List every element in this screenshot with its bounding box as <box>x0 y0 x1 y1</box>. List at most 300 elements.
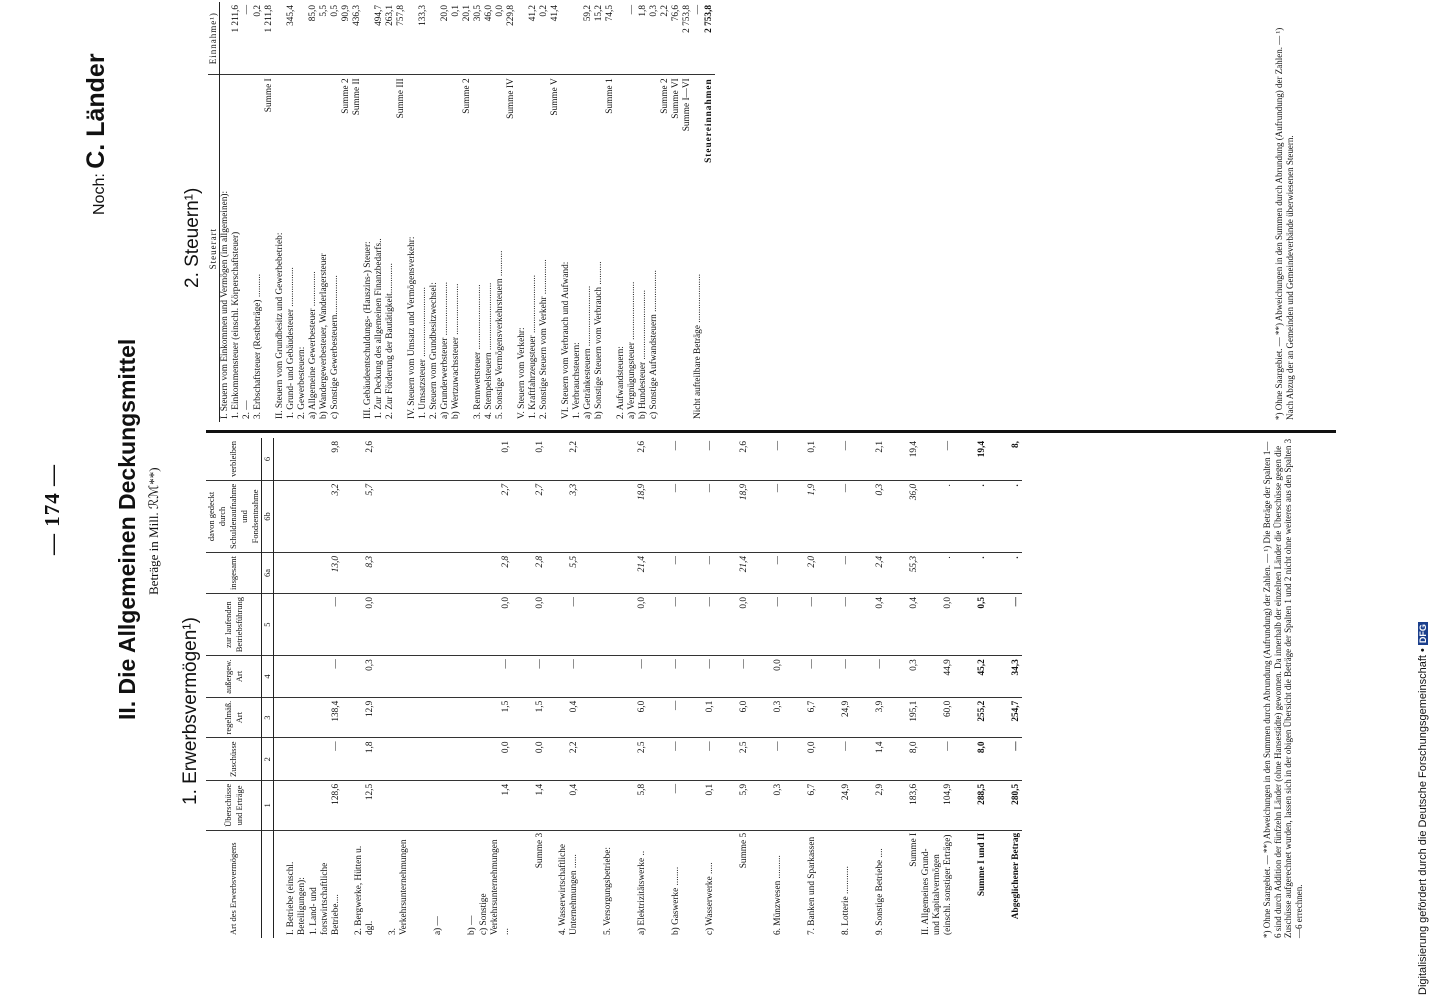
cell-col-3: — <box>682 656 716 697</box>
table-row <box>750 438 784 938</box>
cell-col-3: 45,2 <box>954 656 988 697</box>
row-label: b) Wandergewerbesteuer, Wanderlagersteuer <box>319 253 329 419</box>
cell-col-7: — <box>920 438 954 480</box>
cell-col-7: 2,6 <box>342 438 376 480</box>
cell-col-2 <box>274 697 309 738</box>
cell-col-6: 18,9 <box>614 480 648 552</box>
section2-footnote: *) Ohne Saargebiet. — **) Abweichungen in den Summen durch Abrundung (Aufrundung) der Zahlen. — ¹) Nach Abzug der an Gemeinden und Gemeindeverbände überwiesenen Steuern. <box>1274 27 1295 420</box>
continued-prefix: Noch: <box>91 173 108 215</box>
cell-col-4: — <box>648 594 682 656</box>
page-number: — 174 — <box>40 464 64 555</box>
table-row <box>264 2 275 422</box>
num-5: 5 <box>262 594 274 656</box>
cell-col-4: — <box>682 594 716 656</box>
row-label: 2. Gewerbesteuern: <box>297 346 307 419</box>
table-row <box>580 438 614 938</box>
row-value <box>616 2 627 75</box>
row-label: 3. Erbschaftsteuer (Restbeträge) .......... <box>253 273 263 419</box>
table-row <box>886 438 920 938</box>
row-value: 0,2 <box>253 2 264 75</box>
cell-col-5: . <box>954 553 988 594</box>
cell-col-4: 0,5 <box>954 594 988 656</box>
cell-col-1: — <box>920 738 954 780</box>
table-row <box>308 2 319 422</box>
cell-col-5: 2,8 <box>512 553 546 594</box>
cell-col-5 <box>376 553 410 594</box>
row-value: 90,9 <box>341 2 352 75</box>
cell-col-7 <box>580 438 614 480</box>
cell-col-4 <box>580 594 614 656</box>
cell-col-7: — <box>682 438 716 480</box>
cell-col-2: 195,1 <box>886 697 920 738</box>
cell-col-3 <box>376 656 410 697</box>
cell-col-2: 6,0 <box>614 697 648 738</box>
num-6a: 6a <box>262 553 274 594</box>
row-value: 20,1 <box>462 2 473 75</box>
row-value <box>429 2 440 75</box>
cell-col-7: — <box>750 438 784 480</box>
table-row <box>517 2 528 422</box>
cell-col-7 <box>376 438 410 480</box>
cell-col-0: 5,8 <box>614 780 648 830</box>
row-label: 1. Zur Deckung des allgemeinen Finanzbedarfs.. <box>374 238 384 419</box>
cell-col-2 <box>410 697 444 738</box>
table-row <box>605 2 616 422</box>
table-row <box>410 438 444 938</box>
cell-col-2: 138,4 <box>308 697 342 738</box>
table-row <box>528 2 539 422</box>
cell-col-0 <box>274 780 309 830</box>
cell-col-2 <box>580 697 614 738</box>
row-label: 8. Lotterie ............ <box>841 866 851 935</box>
table-row <box>418 2 429 422</box>
table-row <box>682 438 716 938</box>
cell-col-3: — <box>648 656 682 697</box>
cell-col-6 <box>410 480 444 552</box>
table-row <box>716 438 750 938</box>
cell-col-5: . <box>988 553 1022 594</box>
row-value <box>363 2 374 75</box>
row-label: Summe II <box>352 78 362 116</box>
table-row <box>627 2 638 422</box>
dfg-credit <box>1417 622 1429 995</box>
erwerbsvermoegen-table <box>206 438 1022 938</box>
cell-col-4 <box>410 594 444 656</box>
cell-col-1: — <box>988 738 1022 780</box>
cell-col-1: — <box>308 738 342 780</box>
num-2: 2 <box>262 738 274 780</box>
num-6: 6 <box>262 438 274 480</box>
table-row <box>649 2 660 422</box>
cell-col-3: — <box>546 656 580 697</box>
section2-title: 2. Steuern¹) <box>182 187 203 288</box>
cell-col-7: 2,1 <box>852 438 886 480</box>
row-label: 6. Münzwesen .......... <box>773 855 783 935</box>
cell-col-7: 9,8 <box>308 438 342 480</box>
cell-col-2 <box>444 697 478 738</box>
cell-col-3: 0,3 <box>886 656 920 697</box>
row-value: 41,4 <box>550 2 561 75</box>
row-value: — <box>627 2 638 75</box>
cell-col-3: — <box>716 656 750 697</box>
row-label: 2. Steuern vom Grundbesitzwechsel: <box>429 282 439 419</box>
cell-col-1: 2,2 <box>546 738 580 780</box>
row-value <box>220 2 232 75</box>
row-value: 2 753,8 <box>704 2 715 75</box>
cell-col-4: — <box>784 594 818 656</box>
table-row <box>473 2 484 422</box>
cell-col-0: 128,6 <box>308 780 342 830</box>
row-value <box>517 2 528 75</box>
row-label: 2. Bergwerke, Hütten u. dgl. <box>354 845 375 935</box>
row-label: I. Steuern vom Einkommen und Vermögen (im allgemeinen): <box>220 190 230 419</box>
row-value: 0,2 <box>539 2 550 75</box>
row-label: Summe V <box>550 78 560 116</box>
row-value: 1 211,8 <box>264 2 275 75</box>
cell-col-3: 0,3 <box>342 656 376 697</box>
table-row <box>319 2 330 422</box>
cell-col-7: 2,6 <box>614 438 648 480</box>
cell-col-6: 3,3 <box>546 480 580 552</box>
cell-col-4: — <box>546 594 580 656</box>
row-value: 0,5 <box>330 2 341 75</box>
table-row <box>352 2 363 422</box>
cell-col-3: 34,3 <box>988 656 1022 697</box>
row-value <box>572 2 583 75</box>
row-label: b) Sonstige Steuern vom Verbrauch .......... <box>594 261 604 419</box>
cell-col-6 <box>376 480 410 552</box>
table-row <box>374 2 385 422</box>
row-label: Summe 2 <box>462 78 472 114</box>
cell-col-5: 55,3 <box>886 553 920 594</box>
cell-col-0 <box>376 780 410 830</box>
cell-col-5: 8,3 <box>342 553 376 594</box>
row-label: Abgeglichener Betrag <box>1011 832 1021 920</box>
cell-col-5: 2,8 <box>478 553 512 594</box>
cell-col-6: 2,7 <box>512 480 546 552</box>
table-row <box>451 2 462 422</box>
row-label: 1. Land- und forstwirtschaftliche Betriebe.... <box>309 862 341 935</box>
table-row <box>478 438 512 938</box>
table-row <box>429 2 440 422</box>
cell-col-4: — <box>308 594 342 656</box>
col-3: regelmäß. Art <box>206 697 262 738</box>
table-row <box>954 438 988 938</box>
row-label: IV. Steuern vom Umsatz und Vermögensverkehr: <box>407 236 417 419</box>
cell-col-6: 36,0 <box>886 480 920 552</box>
cell-col-6: . <box>954 480 988 552</box>
row-value: 46,0 <box>484 2 495 75</box>
row-label: c) Sonstige Aufwandsteuern .................. <box>649 270 659 419</box>
table-header-row <box>206 438 262 938</box>
cell-col-7: 19,4 <box>886 438 920 480</box>
row-value: 30,5 <box>473 2 484 75</box>
cell-col-0: 0,4 <box>546 780 580 830</box>
cell-col-2 <box>376 697 410 738</box>
cell-col-3: — <box>512 656 546 697</box>
cell-col-2: 24,9 <box>818 697 852 738</box>
col-steuerart: Steuerart <box>208 75 220 422</box>
table-row <box>784 438 818 938</box>
cell-col-7 <box>410 438 444 480</box>
row-label: 3. Rennwettsteuer ............................ <box>473 284 483 419</box>
cell-col-0: 2,9 <box>852 780 886 830</box>
row-label: 5. Versorgungsbetriebe: <box>603 847 613 935</box>
row-value: 74,5 <box>605 2 616 75</box>
cell-col-0: 183,6 <box>886 780 920 830</box>
cell-col-6: — <box>750 480 784 552</box>
table-row <box>341 2 352 422</box>
row-label: II. Steuern vom Grundbesitz und Gewerbebetrieb: <box>275 232 285 419</box>
cell-col-7: 2,6 <box>716 438 750 480</box>
table-row <box>704 2 715 422</box>
row-label: Summe I <box>909 832 919 867</box>
cell-col-0 <box>580 780 614 830</box>
cell-col-2: 6,0 <box>716 697 750 738</box>
cell-col-6 <box>274 480 309 552</box>
subtitle: Beträge in Mill. ℛℳ**) <box>146 467 161 595</box>
row-value <box>407 2 418 75</box>
cell-col-6: 2,7 <box>478 480 512 552</box>
cell-col-0: 1,4 <box>512 780 546 830</box>
cell-col-6: — <box>682 480 716 552</box>
cell-col-1: — <box>682 738 716 780</box>
cell-col-0: 6,7 <box>784 780 818 830</box>
row-label: b) — <box>467 915 477 935</box>
table-row <box>616 2 627 422</box>
row-label: c) Wasserwerke ..... <box>705 862 715 935</box>
table-row <box>550 2 561 422</box>
row-value: 436,3 <box>352 2 363 75</box>
cell-col-3: — <box>308 656 342 697</box>
cell-col-7: — <box>818 438 852 480</box>
row-label: III. Gebäudeentschuldungs- (Hauszins-) Steuer: <box>363 241 373 419</box>
row-value: 1 211,6 <box>231 2 242 75</box>
cell-col-5: . <box>920 553 954 594</box>
row-value: 757,8 <box>396 2 407 75</box>
cell-col-2: 255,2 <box>954 697 988 738</box>
row-label: a) Allgemeine Gewerbesteuer ............... <box>308 271 318 419</box>
row-label: a) Grunderwerbsteuer ....................... <box>440 281 450 419</box>
row-value: 494,7 <box>374 2 385 75</box>
row-label: Summe 5 <box>739 832 749 869</box>
table-row <box>275 2 286 422</box>
row-value: 59,2 <box>583 2 594 75</box>
cell-col-1: 1,4 <box>852 738 886 780</box>
cell-col-3 <box>274 656 309 697</box>
cell-col-1: 1,8 <box>342 738 376 780</box>
cell-col-0: 5,9 <box>716 780 750 830</box>
cell-col-6: 0,3 <box>852 480 886 552</box>
table-row <box>363 2 374 422</box>
cell-col-5: 2,0 <box>784 553 818 594</box>
cell-col-6: — <box>818 480 852 552</box>
cell-col-7: 2,2 <box>546 438 580 480</box>
col-6a: insgesamt <box>206 553 262 594</box>
table-row <box>330 2 341 422</box>
table-row <box>253 2 264 422</box>
row-value: 229,8 <box>506 2 517 75</box>
table-row <box>583 2 594 422</box>
cell-col-0 <box>444 780 478 830</box>
row-value: 0,3 <box>649 2 660 75</box>
cell-col-1: — <box>648 738 682 780</box>
row-label: 1. Kraftfahrzeugsteuer ......................... <box>528 274 538 419</box>
cell-col-6: . <box>988 480 1022 552</box>
table-row <box>274 438 309 938</box>
cell-col-0: 1,4 <box>478 780 512 830</box>
cell-col-4: 0,0 <box>342 594 376 656</box>
cell-col-5: 21,4 <box>614 553 648 594</box>
table-row <box>648 438 682 938</box>
table-row <box>440 2 451 422</box>
row-label: Summe IV <box>506 78 516 119</box>
row-label: a) Getränkesteuern .......................... <box>583 285 593 419</box>
row-label: 1. Einkommensteuer (einschl. Körperschaftsteuer) <box>231 231 241 419</box>
cell-col-5 <box>410 553 444 594</box>
cell-col-7: 0,1 <box>784 438 818 480</box>
table-row <box>693 2 704 422</box>
cell-col-1: 0,0 <box>512 738 546 780</box>
row-label: 4. Wasserwirtschaftliche Unternehmungen ...... <box>558 844 579 935</box>
section1-footnote: *) Ohne Saargebiet. — **) Abweichungen in den Summen durch Abrundung (Aufrundung) der Zahlen. — ¹) Die Beträge der Spalten 1—6 sind durch Addition der fünfzehn Länder (ohne Hansestädte) gewonnen. Da innerhalb der einzelnen Länder die Überschüsse gegen die Zuschüsse aufgerechnet wurden, lassen sich in der obigen Übersicht die Beträge der Spalten 1 und 2 nicht ohne weiteres aus den Spalten 3—6 errechnen. <box>1262 438 1304 938</box>
cell-col-4 <box>376 594 410 656</box>
cell-col-7 <box>274 438 309 480</box>
row-label: 2. — <box>242 400 252 419</box>
row-value <box>561 2 572 75</box>
cell-col-0: 0,3 <box>750 780 784 830</box>
cell-col-4: — <box>818 594 852 656</box>
row-label: Summe III <box>396 78 406 119</box>
row-label: VI. Steuern vom Verbrauch und Aufwand: <box>561 261 571 419</box>
cell-col-0: 288,5 <box>954 780 988 830</box>
table-row <box>495 2 506 422</box>
section-divider <box>206 430 1336 433</box>
table-row <box>512 438 546 938</box>
column-number-row <box>262 438 274 938</box>
cell-col-0: 24,9 <box>818 780 852 830</box>
cell-col-3 <box>410 656 444 697</box>
cell-col-3: — <box>614 656 648 697</box>
cell-col-0: 280,5 <box>988 780 1022 830</box>
table-row <box>660 2 671 422</box>
col-5: zur laufenden Betriebsführung <box>206 594 262 656</box>
cell-col-4: 0,4 <box>886 594 920 656</box>
cell-col-1: 8,0 <box>886 738 920 780</box>
cell-col-6 <box>580 480 614 552</box>
cell-col-1 <box>580 738 614 780</box>
cell-col-2: — <box>648 697 682 738</box>
row-value: 263,1 <box>385 2 396 75</box>
cell-col-1 <box>376 738 410 780</box>
cell-col-5: — <box>682 553 716 594</box>
table-row <box>594 2 605 422</box>
steuern-rows <box>220 2 716 422</box>
row-label: Summe 1 <box>605 78 615 114</box>
row-value: 5,5 <box>319 2 330 75</box>
cell-col-2: 6,7 <box>784 697 818 738</box>
cell-col-1 <box>444 738 478 780</box>
cell-col-0: 0,1 <box>682 780 716 830</box>
table-row <box>988 438 1022 938</box>
row-value: 2,2 <box>660 2 671 75</box>
cell-col-5: — <box>750 553 784 594</box>
row-label: a) — <box>433 916 443 935</box>
num-4: 4 <box>262 656 274 697</box>
cell-col-2: 1,5 <box>512 697 546 738</box>
row-value: 15,2 <box>594 2 605 75</box>
table-row <box>539 2 550 422</box>
cell-col-3: 44,9 <box>920 656 954 697</box>
table-row <box>385 2 396 422</box>
cell-col-4: — <box>988 594 1022 656</box>
table-row <box>297 2 308 422</box>
row-label: Summe I und II <box>977 832 987 897</box>
row-value: 0,0 <box>495 2 506 75</box>
cell-col-6: . <box>920 480 954 552</box>
cell-col-3: 0,0 <box>750 656 784 697</box>
cell-col-1 <box>410 738 444 780</box>
table-row <box>506 2 517 422</box>
table-row <box>614 438 648 938</box>
dfg-credit-text: Digitalisierung gefördert durch die Deutsche Forschungsgemeinschaft • <box>1417 648 1429 995</box>
row-value: 2 753,8 <box>682 2 693 75</box>
cell-col-4 <box>444 594 478 656</box>
table-row <box>920 438 954 938</box>
row-value <box>275 2 286 75</box>
row-label: 1. Umsatzsteuer .............................. <box>418 287 428 419</box>
row-label: Steuereinnahmen <box>704 78 714 163</box>
cell-col-1: — <box>750 738 784 780</box>
cell-col-7: 0,1 <box>512 438 546 480</box>
row-label: 2. Aufwandsteuern: <box>616 346 626 419</box>
col-4: außergew. Art <box>206 656 262 697</box>
row-value: — <box>242 2 253 75</box>
row-value: 20,0 <box>440 2 451 75</box>
cell-col-1: 0,0 <box>478 738 512 780</box>
row-label: V. Steuern vom Verkehr: <box>517 327 527 419</box>
cell-col-3: — <box>818 656 852 697</box>
cell-col-5: — <box>648 553 682 594</box>
cell-col-0: 12,5 <box>342 780 376 830</box>
continued-title: C. Länder <box>82 53 110 169</box>
num-3: 3 <box>262 697 274 738</box>
cell-col-3: — <box>852 656 886 697</box>
cell-col-6: 1,9 <box>784 480 818 552</box>
row-label: 1. Verbrauchsteuern: <box>572 342 582 419</box>
cell-col-4: 0,0 <box>478 594 512 656</box>
row-value: 0,1 <box>451 2 462 75</box>
dfg-logo: DFG <box>1418 624 1428 644</box>
row-label: a) Vergnügungsteuer ......................... <box>627 281 637 419</box>
cell-col-0: 104,9 <box>920 780 954 830</box>
col-1: Überschüsse und Erträge <box>206 780 262 830</box>
row-label: 9. Sonstige Betriebe .... <box>875 848 885 935</box>
cell-col-3: — <box>478 656 512 697</box>
row-label: Summe VI <box>671 78 681 119</box>
table-header-row <box>208 2 220 422</box>
cell-col-3 <box>444 656 478 697</box>
cell-col-5: 5,5 <box>546 553 580 594</box>
cell-col-4: 0,4 <box>852 594 886 656</box>
cell-col-1: 2,5 <box>716 738 750 780</box>
row-label: Summe I <box>264 78 274 113</box>
cell-col-7: — <box>648 438 682 480</box>
cell-col-2: 0,1 <box>682 697 716 738</box>
table-row <box>484 2 495 422</box>
table-row <box>220 2 232 422</box>
erwerbsvermoegen-rows <box>274 438 1023 938</box>
